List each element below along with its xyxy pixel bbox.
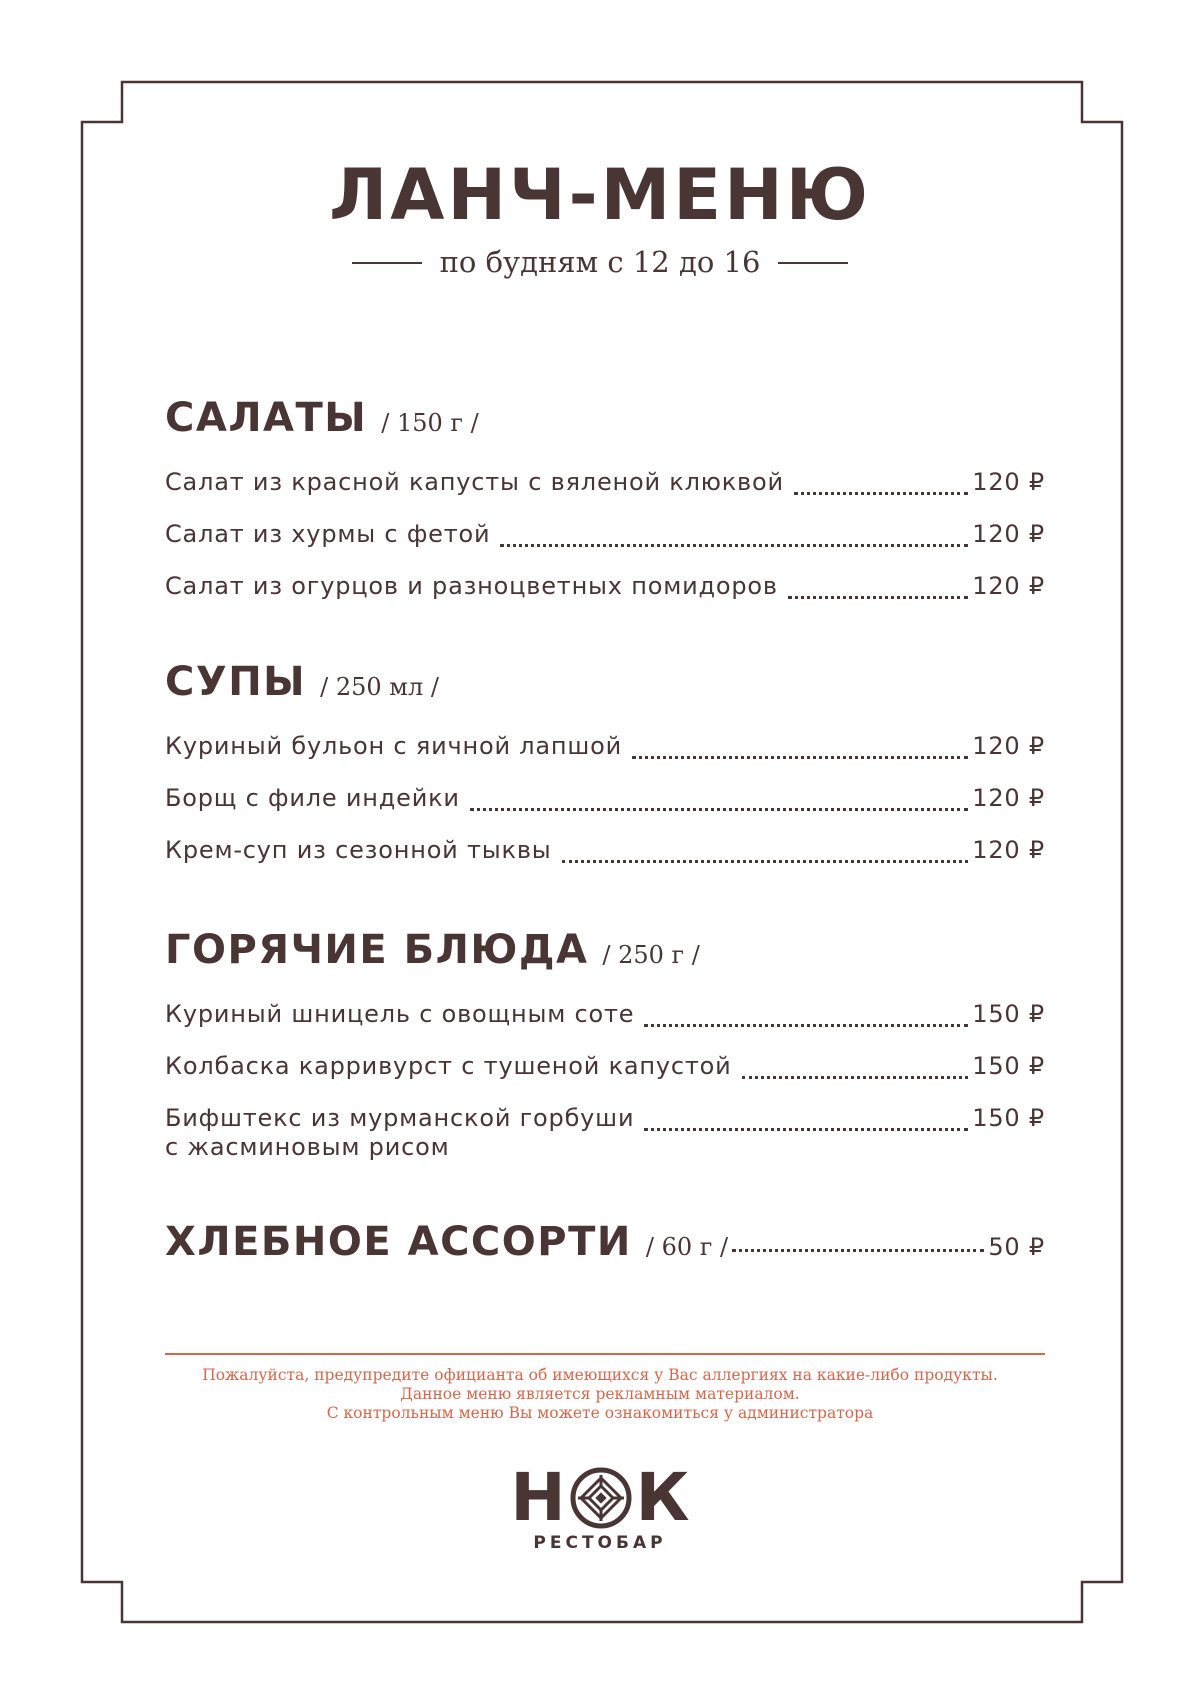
item-name-line2: с жасминовым рисом [165, 1133, 450, 1161]
menu-item [165, 1104, 1045, 1162]
menu-item [165, 732, 1045, 764]
item-price: 120 ₽ [972, 572, 1045, 600]
item-name-line1: Бифштекс из мурманской горбуши [165, 1104, 635, 1132]
dot-leader [644, 1099, 968, 1131]
logo [0, 1459, 1200, 1553]
section-title: ХЛЕБНОЕ АССОРТИ [165, 1219, 632, 1265]
section-portion: / 250 г / [602, 941, 700, 969]
item-price: 150 ₽ [972, 1104, 1045, 1132]
section-title: ГОРЯЧИЕ БЛЮДА [165, 927, 589, 973]
dot-leader [632, 727, 968, 759]
section-portion: / 150 г / [381, 409, 479, 437]
item-price: 120 ₽ [972, 836, 1045, 864]
subtitle: по будням с 12 до 16 [439, 245, 761, 279]
item-name: Салат из красной капусты с вяленой клюквой [165, 468, 784, 496]
menu-item [165, 520, 1045, 552]
section-bread [165, 1219, 1045, 1265]
dot-leader [788, 567, 968, 599]
item-price: 50 ₽ [988, 1233, 1045, 1261]
dot-leader [500, 515, 968, 547]
allergy-notes [0, 1366, 1200, 1423]
item-name: Крем-суп из сезонной тыквы [165, 836, 552, 864]
item-price: 120 ₽ [972, 520, 1045, 548]
menu-item [165, 836, 1045, 868]
ornament-circle-icon [570, 1467, 632, 1529]
footer-divider [165, 1353, 1045, 1355]
logo-mark [0, 1459, 1200, 1536]
item-name: Борщ с филе индейки [165, 784, 460, 812]
menu-item [165, 1052, 1045, 1084]
item-name: Салат из хурмы с фетой [165, 520, 491, 548]
dot-leader [794, 463, 968, 495]
item-price: 150 ₽ [972, 1000, 1045, 1028]
section-portion: / 250 мл / [320, 673, 439, 701]
logo-letter-right: К [635, 1459, 690, 1536]
dot-leader [562, 831, 969, 863]
menu-item [165, 784, 1045, 816]
item-price: 120 ₽ [972, 732, 1045, 760]
section-title: СУПЫ [165, 659, 307, 705]
dot-leader [644, 995, 968, 1027]
item-name: Салат из огурцов и разноцветных помидоров [165, 572, 778, 600]
item-name: Колбаска карривурст с тушеной капустой [165, 1052, 732, 1080]
dot-leader [732, 1239, 984, 1252]
dot-leader [470, 779, 968, 811]
menu-item [165, 468, 1045, 500]
dot-leader [742, 1047, 969, 1079]
note-line: С контрольным меню Вы можете ознакомиться у администратора [326, 1404, 874, 1422]
item-price: 150 ₽ [972, 1052, 1045, 1080]
menu-item [165, 1000, 1045, 1032]
page-title: ЛАНЧ-МЕНЮ [329, 154, 871, 236]
section-title: САЛАТЫ [165, 395, 368, 441]
item-price: 120 ₽ [972, 784, 1045, 812]
section-hot-dishes [165, 927, 1045, 1182]
section-portion: / 60 г / [645, 1233, 729, 1261]
logo-subtitle: РЕСТОБАР [533, 1533, 667, 1553]
item-price: 120 ₽ [972, 468, 1045, 496]
logo-letter-left: Н [510, 1459, 566, 1536]
item-name [165, 1104, 634, 1162]
subtitle-line-left [352, 262, 422, 264]
section-soups [165, 659, 1045, 888]
item-name: Куриный шницель с овощным соте [165, 1000, 635, 1028]
subtitle-row [0, 245, 1200, 279]
item-name: Куриный бульон с яичной лапшой [165, 732, 623, 760]
subtitle-line-right [778, 262, 848, 264]
menu-item [165, 572, 1045, 604]
section-salads [165, 395, 1045, 624]
note-line: Пожалуйста, предупредите официанта об имеющихся у Вас аллергиях на какие-либо продукты. [202, 1366, 998, 1384]
note-line: Данное меню является рекламным материалом. [400, 1385, 800, 1403]
